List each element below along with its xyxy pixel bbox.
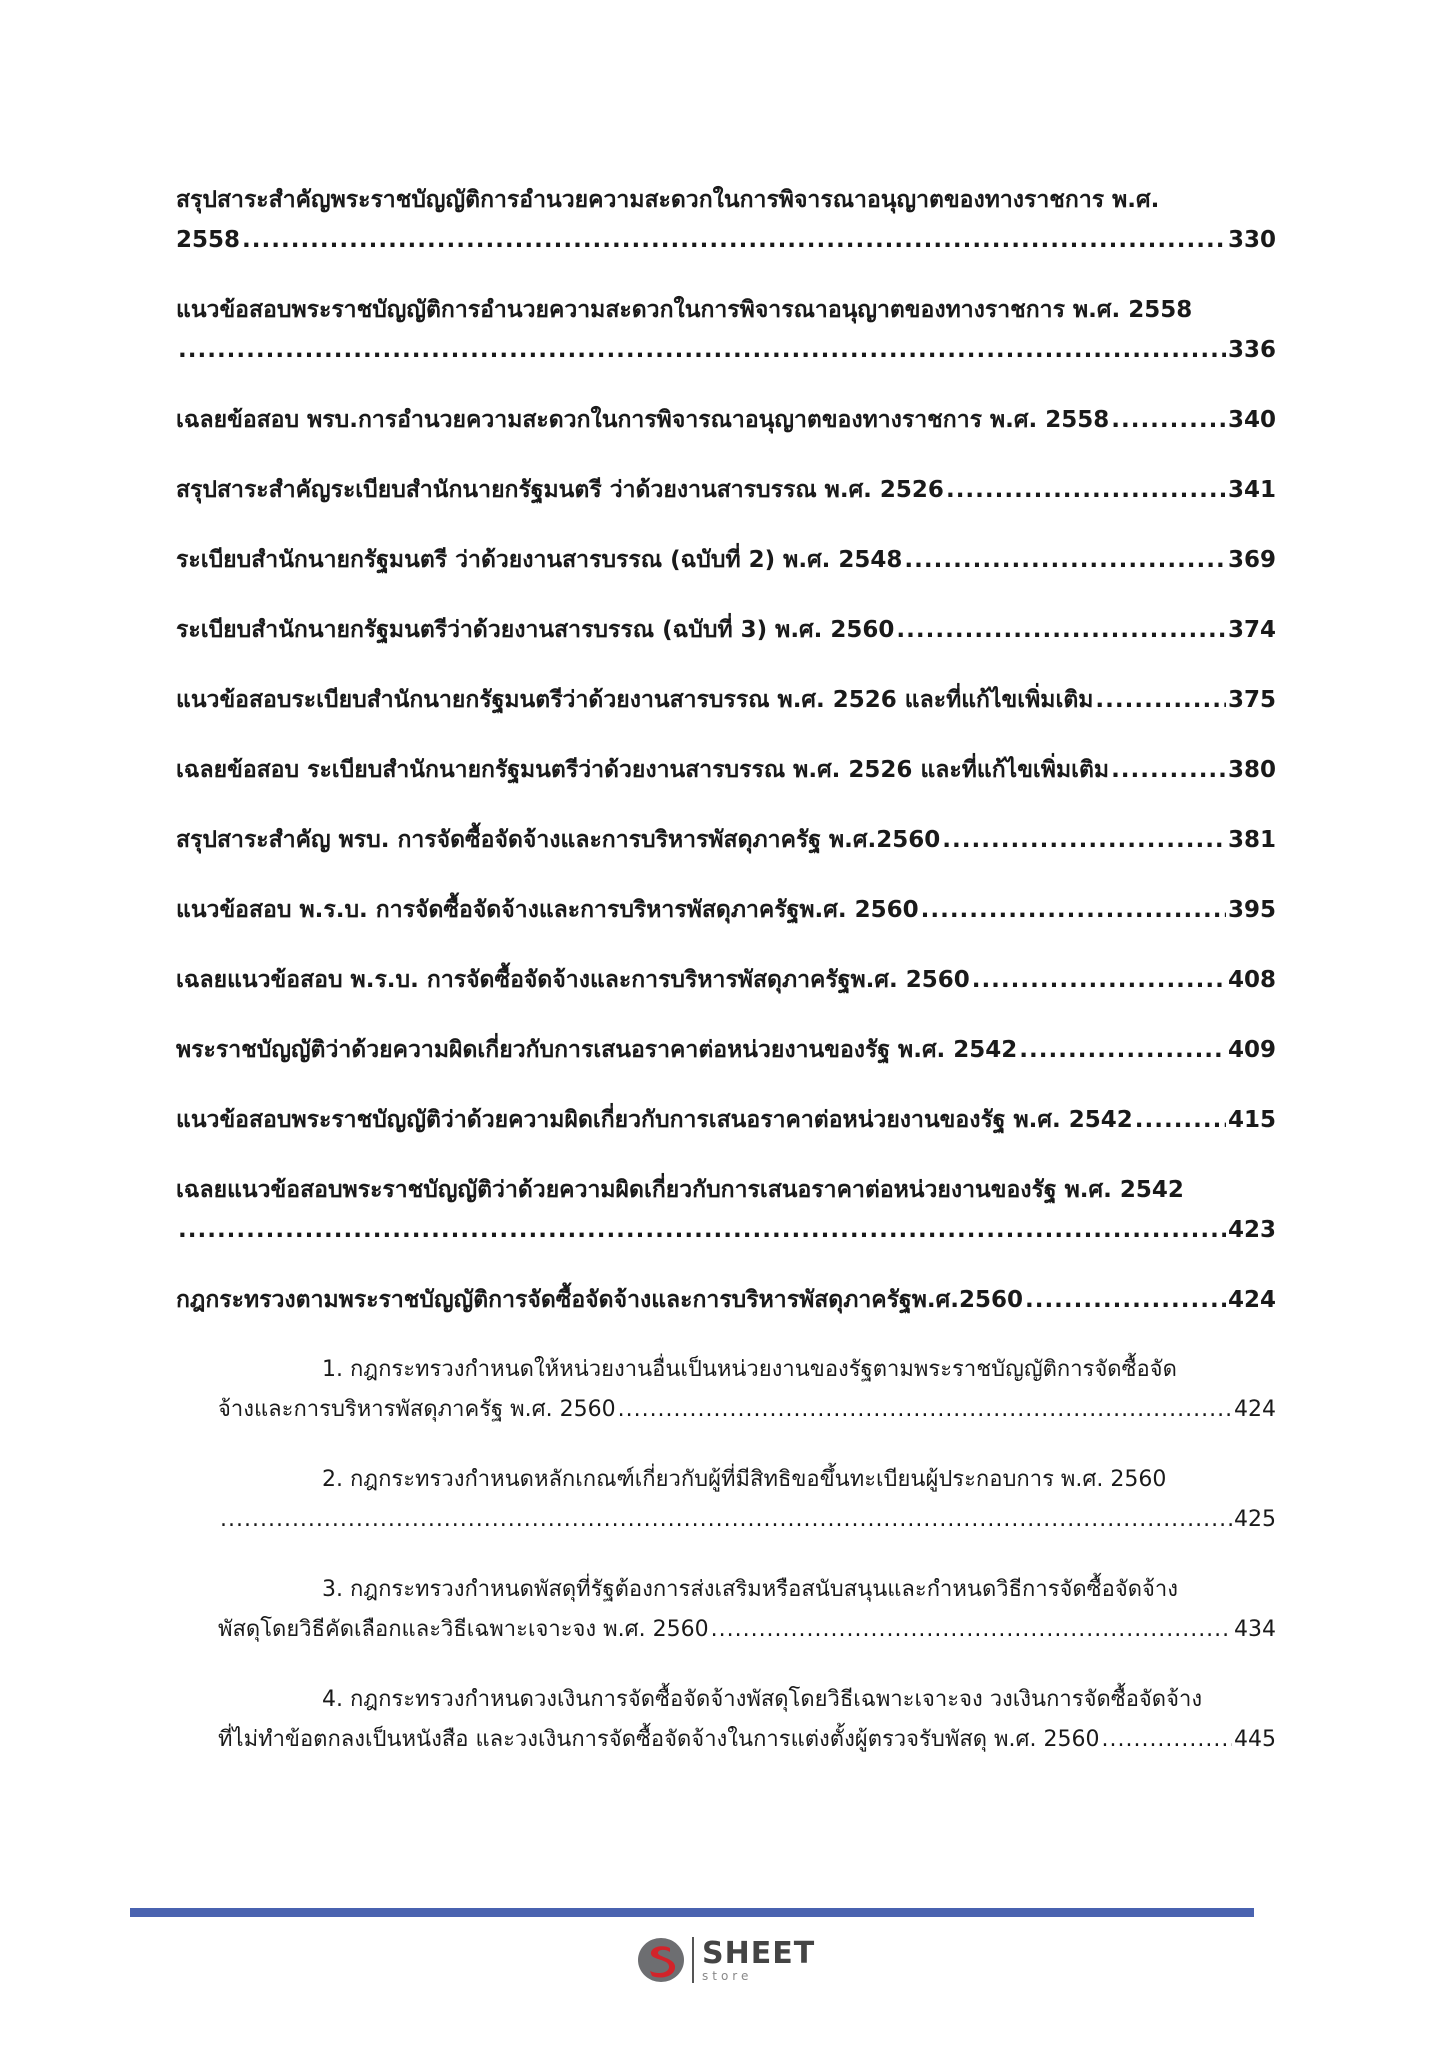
dot-leader <box>946 470 1226 510</box>
toc-page-number: 369 <box>1227 547 1276 573</box>
toc-entry-title: สรุปสาระสำคัญพระราชบัญญัติการอำนวยความสะดวกในการพิจารณาอนุญาตของทางราชการ พ.ศ. <box>176 187 1160 213</box>
dot-leader <box>711 1610 1232 1650</box>
toc-entry-title: เฉลยแนวข้อสอบพระราชบัญญัติว่าด้วยความผิดเกี่ยวกับการเสนอราคาต่อหน่วยงานของรัฐ พ.ศ. 2542 <box>176 1177 1184 1203</box>
dot-leader <box>1095 680 1226 720</box>
toc-entry[interactable] <box>176 1170 1276 1250</box>
toc-entry-title: ระเบียบสำนักนายกรัฐมนตรีว่าด้วยงานสารบรรณ (ฉบับที่ 3) พ.ศ. 2560 <box>176 617 895 643</box>
toc-entry[interactable] <box>176 540 1276 580</box>
toc-entry[interactable] <box>176 750 1276 790</box>
dot-leader <box>942 820 1226 860</box>
toc-entry[interactable] <box>176 400 1276 440</box>
toc-entry[interactable] <box>176 960 1276 1000</box>
dot-leader <box>972 960 1226 1000</box>
toc-subentry-title: 3. กฎกระทรวงกำหนดพัสดุที่รัฐต้องการส่งเสริมหรือสนับสนุนและกำหนดวิธีการจัดซื้อจัดจ้าง <box>322 1577 1178 1602</box>
dot-leader <box>896 610 1226 650</box>
toc-entry-title: แนวข้อสอบพระราชบัญญัติการอำนวยความสะดวกในการพิจารณาอนุญาตของทางราชการ พ.ศ. 2558 <box>176 297 1193 323</box>
sheet-store-logo <box>636 1935 815 1985</box>
toc-entry[interactable] <box>176 1030 1276 1070</box>
toc-entry-title: พระราชบัญญัติว่าด้วยความผิดเกี่ยวกับการเสนอราคาต่อหน่วยงานของรัฐ พ.ศ. 2542 <box>176 1037 1018 1063</box>
dot-leader <box>242 220 1226 260</box>
toc-page-number: 423 <box>1227 1217 1276 1243</box>
toc-subentry-title-cont: ที่ไม่ทำข้อตกลงเป็นหนังสือ และวงเงินการจัดซื้อจัดจ้างในการแต่งตั้งผู้ตรวจรับพัสดุ พ.ศ. 2560 <box>218 1727 1100 1752</box>
toc-entry[interactable] <box>176 180 1276 260</box>
toc-entry-title-cont: 2558 <box>176 227 241 253</box>
toc-page-number: 424 <box>1227 1287 1276 1313</box>
toc-page-number: 434 <box>1234 1617 1276 1642</box>
toc-subentry[interactable] <box>176 1460 1276 1540</box>
dot-leader <box>220 1500 1232 1540</box>
dot-leader <box>1111 750 1226 790</box>
toc-page-number: 408 <box>1227 967 1276 993</box>
toc-entry-title: เฉลยข้อสอบ พรบ.การอำนวยความสะดวกในการพิจารณาอนุญาตของทางราชการ พ.ศ. 2558 <box>176 407 1110 433</box>
brand-sub: store <box>702 1968 753 1983</box>
toc-entry[interactable] <box>176 470 1276 510</box>
brand-name: SHEET <box>702 1935 816 1971</box>
toc-entry-title: เฉลยข้อสอบ ระเบียบสำนักนายกรัฐมนตรีว่าด้วยงานสารบรรณ พ.ศ. 2526 และที่แก้ไขเพิ่มเติม <box>176 757 1110 783</box>
toc-page-number: 424 <box>1234 1397 1276 1422</box>
toc-subentry-title: 4. กฎกระทรวงกำหนดวงเงินการจัดซื้อจัดจ้างพัสดุโดยวิธีเฉพาะเจาะจง วงเงินการจัดซื้อจัดจ้าง <box>322 1687 1203 1712</box>
toc-subentry[interactable] <box>176 1680 1276 1760</box>
toc-entry[interactable] <box>176 1100 1276 1140</box>
toc-entry-title: สรุปสาระสำคัญ พรบ. การจัดซื้อจัดจ้างและการบริหารพัสดุภาครัฐ พ.ศ.2560 <box>176 827 941 853</box>
toc-page-number: 375 <box>1227 687 1276 713</box>
logo-divider <box>692 1937 694 1983</box>
toc-entry-title: แนวข้อสอบระเบียบสำนักนายกรัฐมนตรีว่าด้วยงานสารบรรณ พ.ศ. 2526 และที่แก้ไขเพิ่มเติม <box>176 687 1094 713</box>
table-of-contents <box>176 180 1276 1790</box>
dot-leader <box>1135 1100 1226 1140</box>
toc-page-number: 409 <box>1227 1037 1276 1063</box>
footer-rule <box>130 1908 1254 1917</box>
toc-subentry-title-cont: พัสดุโดยวิธีคัดเลือกและวิธีเฉพาะเจาะจง พ.ศ. 2560 <box>218 1617 709 1642</box>
dot-leader <box>1019 1030 1226 1070</box>
toc-page-number: 374 <box>1227 617 1276 643</box>
toc-subentry-title: 2. กฎกระทรวงกำหนดหลักเกณฑ์เกี่ยวกับผู้ที่มีสิทธิขอขึ้นทะเบียนผู้ประกอบการ พ.ศ. 2560 <box>322 1467 1167 1492</box>
toc-entry-title: กฎกระทรวงตามพระราชบัญญัติการจัดซื้อจัดจ้างและการบริหารพัสดุภาครัฐพ.ศ.2560 <box>176 1287 1023 1313</box>
toc-entry-title: แนวข้อสอบพระราชบัญญัติว่าด้วยความผิดเกี่ยวกับการเสนอราคาต่อหน่วยงานของรัฐ พ.ศ. 2542 <box>176 1107 1133 1133</box>
toc-subentry-title-cont: จ้างและการบริหารพัสดุภาครัฐ พ.ศ. 2560 <box>218 1397 616 1422</box>
sheet-store-s-icon <box>636 1935 686 1985</box>
toc-page-number: 381 <box>1227 827 1276 853</box>
toc-entry[interactable] <box>176 820 1276 860</box>
dot-leader <box>1101 1720 1232 1760</box>
toc-page-number: 445 <box>1234 1727 1276 1752</box>
toc-page-number: 415 <box>1227 1107 1276 1133</box>
toc-page-number: 340 <box>1227 407 1276 433</box>
toc-page-number: 336 <box>1227 337 1276 363</box>
dot-leader <box>178 330 1226 370</box>
toc-page-number: 341 <box>1227 477 1276 503</box>
toc-page-number: 395 <box>1227 897 1276 923</box>
dot-leader <box>178 1210 1226 1250</box>
dot-leader <box>921 890 1226 930</box>
toc-entry[interactable] <box>176 1280 1276 1320</box>
toc-page-number: 425 <box>1234 1507 1276 1532</box>
dot-leader <box>618 1390 1232 1430</box>
toc-subentry-title: 1. กฎกระทรวงกำหนดให้หน่วยงานอื่นเป็นหน่วยงานของรัฐตามพระราชบัญญัติการจัดซื้อจัด <box>322 1357 1177 1382</box>
toc-page-number: 380 <box>1227 757 1276 783</box>
toc-entry[interactable] <box>176 290 1276 370</box>
toc-entry[interactable] <box>176 610 1276 650</box>
toc-subentry[interactable] <box>176 1570 1276 1650</box>
dot-leader <box>1111 400 1226 440</box>
dot-leader <box>1025 1280 1226 1320</box>
toc-subentry[interactable] <box>176 1350 1276 1430</box>
toc-entry-title: เฉลยแนวข้อสอบ พ.ร.บ. การจัดซื้อจัดจ้างและการบริหารพัสดุภาครัฐพ.ศ. 2560 <box>176 967 970 993</box>
toc-entry[interactable] <box>176 680 1276 720</box>
dot-leader <box>904 540 1226 580</box>
toc-entry-title: ระเบียบสำนักนายกรัฐมนตรี ว่าด้วยงานสารบรรณ (ฉบับที่ 2) พ.ศ. 2548 <box>176 547 903 573</box>
toc-entry-title: สรุปสาระสำคัญระเบียบสำนักนายกรัฐมนตรี ว่าด้วยงานสารบรรณ พ.ศ. 2526 <box>176 477 944 503</box>
toc-page-number: 330 <box>1227 227 1276 253</box>
brand-text <box>702 1935 816 1983</box>
toc-entry-title: แนวข้อสอบ พ.ร.บ. การจัดซื้อจัดจ้างและการบริหารพัสดุภาครัฐพ.ศ. 2560 <box>176 897 919 923</box>
toc-entry[interactable] <box>176 890 1276 930</box>
